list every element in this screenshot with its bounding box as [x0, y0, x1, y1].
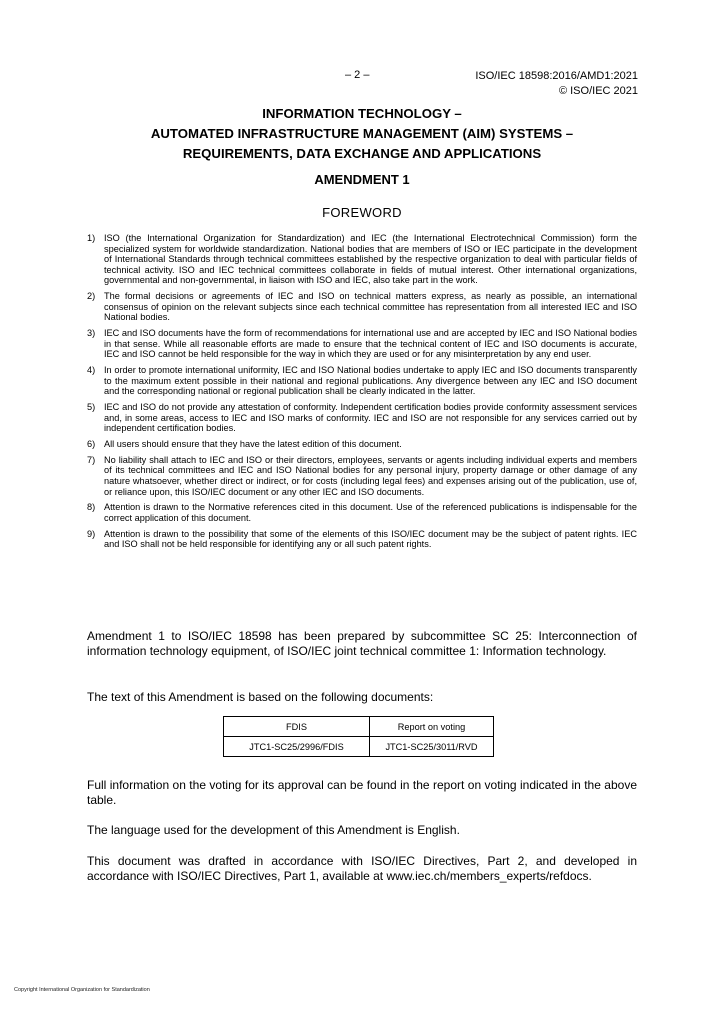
table-header-row	[224, 717, 494, 737]
foreword-item	[87, 291, 637, 323]
item-number: 2)	[87, 291, 96, 302]
foreword-heading: FOREWORD	[322, 205, 402, 220]
item-text: Attention is drawn to the possibility that some of the elements of this ISO/IEC document may be the subject of patent rights. IEC and ISO shall not be held responsible for identifying any or all such patent rights.	[104, 528, 637, 550]
documents-table	[223, 716, 494, 757]
foreword-item	[87, 502, 637, 523]
copyright-footer: Copyright International Organization for Standardization	[14, 987, 150, 993]
title-line-3: REQUIREMENTS, DATA EXCHANGE AND APPLICATIONS	[182, 146, 542, 161]
foreword-item	[87, 439, 637, 450]
item-text: All users should ensure that they have the latest edition of this document.	[104, 439, 402, 450]
item-number: 3)	[87, 328, 96, 339]
item-text: ISO (the International Organization for Standardization) and IEC (the International Electrotechnical Commission) form the specialized system for worldwide standardization. National bodies that are members of ISO or IEC participate in the development of International Standards through technical committees established by the respective organization to deal with particular fields of technical activity. ISO and IEC technical committees collaborate in fields of mutual interest. Other international organizations, governmental and non-governmental, in liaison with ISO and IEC, also take part in the work.	[104, 233, 637, 286]
item-number: 7)	[87, 454, 96, 465]
foreword-item	[87, 455, 637, 497]
item-text: In order to promote international uniformity, IEC and ISO National bodies undertake to apply IEC and ISO documents transparently to the maximum extent possible in their national and regional publications. Any divergence between any IEC and ISO document and the corresponding national or regional publication shall be clearly indicated in the latter.	[104, 365, 637, 397]
foreword-item	[87, 402, 637, 434]
document-reference: ISO/IEC 18598:2016/AMD1:2021	[475, 70, 638, 82]
item-number: 8)	[87, 502, 96, 513]
item-number: 1)	[87, 233, 96, 243]
prepared-by-paragraph: Amendment 1 to ISO/IEC 18598 has been prepared by subcommittee SC 25: Interconnection of information technology equipment, of ISO/IEC joint technical committee 1: Information technology.	[87, 629, 637, 659]
item-number: 9)	[87, 528, 96, 539]
based-on-paragraph: The text of this Amendment is based on the following documents:	[87, 690, 434, 704]
table-header-report: Report on voting	[370, 717, 494, 737]
item-text: IEC and ISO do not provide any attestation of conformity. Independent certification bodies provide conformity assessment services and, in some areas, access to IEC and ISO marks of conformity. IEC and ISO are not responsible for any services carried out by independent certification bodies.	[104, 402, 637, 434]
table-row	[224, 737, 494, 757]
language-paragraph: The language used for the development of this Amendment is English.	[87, 823, 460, 837]
title-line-2: AUTOMATED INFRASTRUCTURE MANAGEMENT (AIM) SYSTEMS –	[150, 126, 574, 141]
item-number: 5)	[87, 402, 96, 413]
item-number: 6)	[87, 439, 96, 450]
header-reference	[475, 69, 638, 99]
foreword-item	[87, 328, 637, 360]
table-header-fdis: FDIS	[224, 717, 370, 737]
foreword-item	[87, 365, 637, 397]
table-cell-rvd: JTC1-SC25/3011/RVD	[370, 737, 494, 757]
drafted-paragraph: This document was drafted in accordance with ISO/IEC Directives, Part 2, and developed in accordance with ISO/IEC Directives, Part 1, available at www.iec.ch/members_experts/refdocs.	[87, 854, 637, 884]
item-text: IEC and ISO documents have the form of recommendations for international use and are accepted by IEC and ISO National bodies in that sense. While all reasonable efforts are made to ensure that the technical content of IEC and ISO documents is accurate, IEC and ISO cannot be held responsible for the way in which they are used or for any misinterpretation by any end user.	[104, 328, 637, 360]
item-text: The formal decisions or agreements of IEC and ISO on technical matters express, as nearly as possible, an international consensus of opinion on the relevant subjects since each technical committee has representation from all interested IEC and ISO National bodies.	[104, 291, 637, 323]
page-number: – 2 –	[345, 69, 370, 81]
item-text: Attention is drawn to the Normative references cited in this document. Use of the referenced publications is indispensable for the correct application of this document.	[104, 502, 637, 523]
item-number: 4)	[87, 365, 96, 376]
foreword-list	[87, 233, 637, 555]
document-title	[0, 104, 724, 164]
amendment-heading: AMENDMENT 1	[314, 172, 410, 187]
header-copyright: © ISO/IEC 2021	[558, 85, 638, 97]
full-info-paragraph: Full information on the voting for its approval can be found in the report on voting indicated in the above table.	[87, 778, 637, 808]
title-line-1: INFORMATION TECHNOLOGY –	[262, 106, 462, 121]
foreword-item	[87, 529, 637, 550]
foreword-item	[87, 233, 637, 286]
item-text: No liability shall attach to IEC and ISO or their directors, employees, servants or agents including individual experts and members of its technical committees and IEC and ISO National bodies for any personal injury, property damage or other damage of any nature whatsoever, whether direct or indirect, or for costs (including legal fees) and expenses arising out of the publication, use of, or reliance upon, this ISO/IEC document or any other IEC and ISO documents.	[104, 454, 637, 497]
table-cell-fdis: JTC1-SC25/2996/FDIS	[224, 737, 370, 757]
